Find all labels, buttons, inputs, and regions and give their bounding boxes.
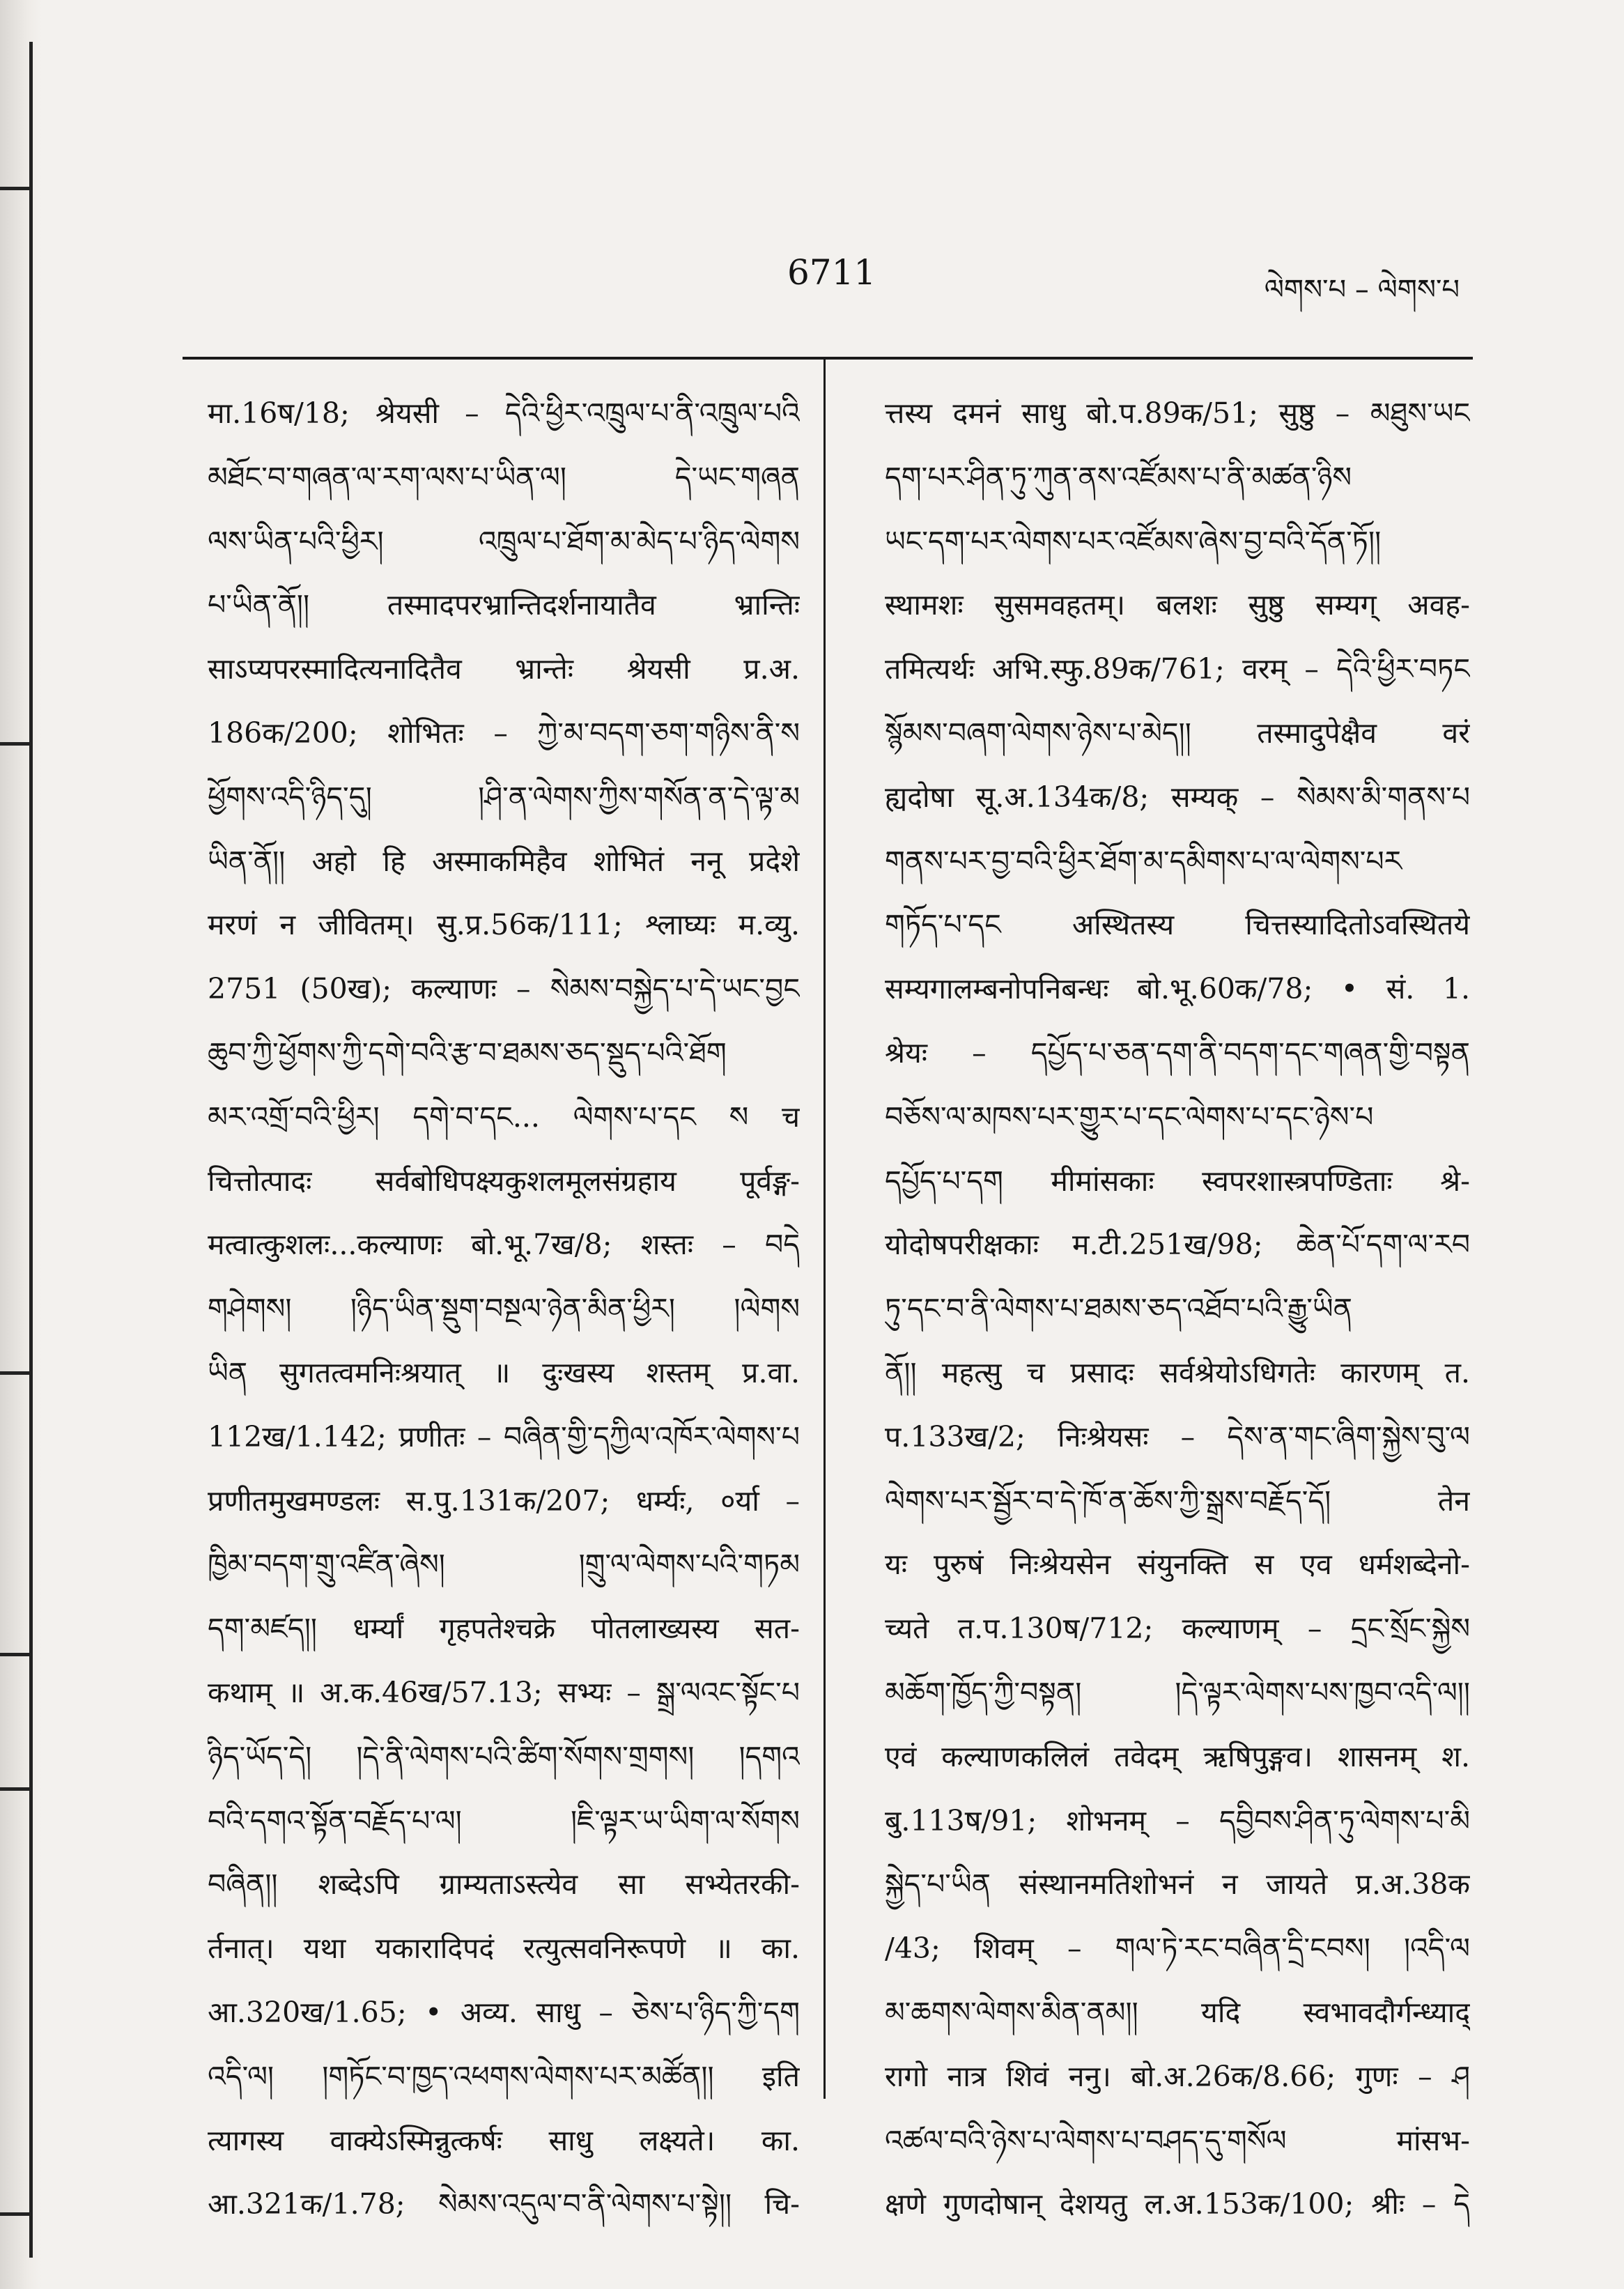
text-line: མར་འགྲོ་བའི་ཕྱིར། དགེ་བ་དང... ལེགས་པ་དང ས च bbox=[208, 1100, 800, 1134]
text-line: तमित्यर्थः अभि.स्फु.89क/761; वरम् – དེའི་ཕྱིར་བཏང bbox=[885, 652, 1470, 686]
text-line: བའི་དགའ་སྟོན་བརྗོད་པ་ལ། །ཇི་ལྟར་ཡ་ཡིག་ལ་སོགས bbox=[208, 1803, 800, 1837]
text-line: रागो नात्र शिवं ननु। बो.अ.26क/8.66; गुणः – ཤ bbox=[885, 2059, 1470, 2093]
edge-tick bbox=[0, 2212, 32, 2216]
text-line: དག་མཛད།། धर्म्यां गृहपतेश्चक्रे पोतलाख्यस्य सत- bbox=[208, 1612, 800, 1646]
text-line: प.133ख/2; निःश्रेयसः – དེས་ན་གང་ཞིག་སྐྱེས་བུ་ལ bbox=[885, 1419, 1470, 1454]
text-line: 186क/200; शोभितः – ཀྱེ་མ་བདག་ཅག་གཉིས་ནི་ས bbox=[208, 716, 800, 750]
text-line: ཕྱོགས་འདི་ཉིད་དུ། །ཤི་ན་ལེགས་ཀྱིས་གསོན་ན་དེ་ལྟ་མ bbox=[208, 780, 800, 814]
text-line: འཚལ་བའི་ཉེས་པ་ལེགས་པ་བཤད་དུ་གསོལ मांसभ- bbox=[885, 2123, 1470, 2157]
text-line: འདི་ལ། །གཏོང་བ་ཁྱད་འཕགས་ལེགས་པར་མཚོན།། इति bbox=[208, 2059, 800, 2093]
text-line: साऽप्यपरस्मादित्यनादितैव भ्रान्तेः श्रेयसी प्र.अ. bbox=[208, 652, 800, 686]
text-line: ཡང་དག་པར་ལེགས་པར་འཛོམས་ཞེས་བྱ་བའི་དོན་ཏོ།། bbox=[885, 524, 1382, 558]
text-line: र्तनात्। यथा यकारादिपदं रत्युत्सवनिरूपणे ॥ का. bbox=[208, 1932, 800, 1966]
text-line: 112ख/1.142; प्रणीतः – བཞིན་གྱི་དཀྱིལ་འཁོར་ལེགས་པ bbox=[208, 1419, 800, 1454]
edge-tick bbox=[0, 1787, 32, 1791]
text-line: मा.16ष/18; श्रेयसी – དེའི་ཕྱིར་འཁྲུལ་པ་ནི་འཁྲུལ་པའི bbox=[208, 396, 800, 430]
page-number: 6711 bbox=[787, 252, 876, 293]
text-line: ཁྱིམ་བདག་གྲུ་འཛིན་ཞེས། །གྲུ་ལ་ལེགས་པའི་གཏམ bbox=[208, 1548, 800, 1582]
text-line: एवं कल्याणकलिलं तवेदम् ऋषिपुङ्गव। शासनम् श. bbox=[885, 1739, 1470, 1773]
text-line: དཔྱོད་པ་དག मीमांसकाः स्वपरशास्त्रपण्डिताः श्रे- bbox=[885, 1164, 1470, 1198]
text-line: 2751 (50ख); कल्याणः – སེམས་བསྐྱེད་པ་དེ་ཡང་བྱང bbox=[208, 972, 800, 1006]
text-line: ལས་ཡིན་པའི་ཕྱིར། འཁྲུལ་པ་ཐོག་མ་མེད་པ་ཉིད་ལེགས bbox=[208, 524, 800, 558]
text-line: च्यते त.प.130ष/712; कल्याणम् – དྲང་སྲོང་སྐྱེས bbox=[885, 1612, 1470, 1646]
text-line: ह्यदोषा सू.अ.134क/8; सम्यक् – སེམས་མི་གནས་པ bbox=[885, 780, 1470, 814]
text-line: སྐྱེད་པ་ཡིན संस्थानमतिशोभनं न जायते प्र.अ.38क bbox=[885, 1867, 1470, 1902]
text-line: ཡིན सुगतत्वमनिःश्रयात् ॥ दुःखस्य शस्तम् प्र.वा. bbox=[208, 1355, 800, 1389]
text-line: आ.320ख/1.65; • अव्य. साधु – ཅེས་པ་ཉིད་ཀྱི་དག bbox=[208, 1995, 800, 2029]
text-line: सम्यगालम्बनोपनिबन्धः बो.भू.60क/78; • सं. 1. bbox=[885, 972, 1470, 1006]
text-line: སྙོམས་བཞག་ལེགས་ཉེས་པ་མེད།། तस्मादुपेक्षैव वरं bbox=[885, 716, 1470, 750]
text-line: योदोषपरीक्षकाः म.टी.251ख/98; ཆེན་པོ་དག་ལ་རབ bbox=[885, 1228, 1470, 1262]
text-line: स्थामशः सुसमवहतम्। बलशः सुष्ठु सम्यग् अवह- bbox=[885, 588, 1470, 622]
text-line: མཐོང་བ་གཞན་ལ་རག་ལས་པ་ཡིན་ལ། དེ་ཡང་གཞན bbox=[208, 460, 800, 494]
text-line: བཞིན།། शब्देऽपि ग्राम्यताऽस्त्येव सा सभ्येतरकी- bbox=[208, 1867, 800, 1902]
edge-tick bbox=[0, 1653, 32, 1656]
edge-tick bbox=[0, 742, 32, 746]
right-column bbox=[885, 382, 1470, 2237]
header-rule bbox=[183, 357, 1473, 360]
running-head: ལེགས་པ – ལེགས་པ bbox=[1264, 274, 1460, 306]
text-line: त्यागस्य वाक्येऽस्मिन्नुत्कर्षः साधु लक्ष्यते। का. bbox=[208, 2123, 800, 2157]
text-line: आ.321क/1.78; སེམས་འདུལ་བ་ནི་ལེགས་པ་སྟེ།། चि- bbox=[208, 2187, 800, 2221]
text-line: མ་ཆགས་ལེགས་མིན་ནམ།། यदि स्वभावदौर्गन्ध्याद् bbox=[885, 1995, 1470, 2029]
text-line: मरणं न जीवितम्। सु.प्र.56क/111; श्लाघ्यः म.व्यु. bbox=[208, 908, 800, 942]
text-line: གནས་པར་བྱ་བའི་ཕྱིར་ཐོག་མ་དམིགས་པ་ལ་ལེགས་པར bbox=[885, 844, 1402, 878]
text-line: त्तस्य दमनं साधु बो.प.89क/51; सुष्ठु – མཐུས་ཡང bbox=[885, 396, 1470, 430]
text-line: གཏོད་པ་དང अस्थितस्य चित्तस्यादितोऽवस्थितये bbox=[885, 908, 1470, 942]
edge-tick bbox=[0, 187, 32, 190]
column-divider bbox=[823, 357, 826, 2099]
binding-edge bbox=[0, 0, 42, 2289]
text-line: श्रेयः – དཔྱོད་པ་ཅན་དག་ནི་བདག་དང་གཞན་གྱི་བསྟན bbox=[885, 1035, 1470, 1070]
text-line: ཉིད་ཡོད་དེ། །དེ་ནི་ལེགས་པའི་ཚིག་སོགས་གྲགས། །དགའ bbox=[208, 1739, 800, 1773]
text-line: ལེགས་པར་སྦྱོར་བ་དེ་ཁོ་ན་ཆོས་ཀྱི་སྒྲས་བརྗོད་དོ། तेन bbox=[885, 1483, 1470, 1518]
text-line: ནོ།། महत्सु च प्रसादः सर्वश्रेयोऽधिगतेः कारणम् त. bbox=[885, 1355, 1470, 1389]
text-line: པ་ཡིན་ནོ།། तस्मादपरभ्रान्तिदर्शनायातैव भ्रान्तिः bbox=[208, 588, 800, 622]
left-column bbox=[208, 382, 800, 2237]
text-line: मत्वात्कुशलः...कल्याणः बो.भू.7ख/8; शस्तः – བདེ bbox=[208, 1228, 800, 1262]
text-line: བཅོས་ལ་མཁས་པར་གྱུར་པ་དང་ལེགས་པ་དང་ཉེས་པ bbox=[885, 1100, 1374, 1134]
text-line: ཡིན་ནོ།། अहो हि अस्माकमिहैव शोभितं ननू प्रदेशे bbox=[208, 844, 800, 878]
text-line: क्षणे गुणदोषान् देशयतु ल.अ.153क/100; श्रीः – དེ bbox=[885, 2187, 1470, 2221]
text-line: མཆོག་ཁྱོད་ཀྱི་བསྟན། །དེ་ལྟར་ལེགས་པས་ཁྱབ་འདི་ལ།། bbox=[885, 1675, 1470, 1709]
binding-edge-line bbox=[29, 42, 33, 2258]
text-line: ཆུབ་ཀྱི་ཕྱོགས་ཀྱི་དགེ་བའི་རྩ་བ་ཐམས་ཅད་སྡུད་པའི་ཐོག bbox=[208, 1035, 727, 1070]
edge-tick bbox=[0, 1371, 32, 1375]
text-line: གཤེགས། །ཉིད་ཡིན་སྡུག་བསྔལ་ཉེན་མིན་ཕྱིར། །ལེགས bbox=[208, 1292, 800, 1326]
text-line: यः पुरुषं निःश्रेयसेन संयुनक्ति स एव धर्मशब्देनो- bbox=[885, 1548, 1470, 1582]
text-line: དག་པར་ཤིན་ཏུ་ཀུན་ནས་འཛོམས་པ་ནི་མཚན་ཉིས bbox=[885, 460, 1352, 494]
text-line: कथाम् ॥ अ.क.46ख/57.13; सभ्यः – སྒྲ་ལའང་སྟོང་པ bbox=[208, 1675, 800, 1709]
text-line: प्रणीतमुखमण्डलः स.पु.131क/207; धर्म्यः, ०र्या – bbox=[208, 1483, 800, 1518]
text-line: बु.113ष/91; शोभनम् – དབྱིབས་ཤིན་ཏུ་ལེགས་པ་མི bbox=[885, 1803, 1470, 1837]
text-line: ཏུ་དང་བ་ནི་ལེགས་པ་ཐམས་ཅད་འཐོབ་པའི་རྒྱུ་ཡིན bbox=[885, 1292, 1353, 1326]
text-line: /43; शिवम् – གལ་ཏེ་རང་བཞིན་དྲི་ངབས། །འདི་ལ bbox=[885, 1932, 1470, 1966]
text-line: चित्तोत्पादः सर्वबोधिपक्ष्यकुशलमूलसंग्रहाय पूर्वङ्ग- bbox=[208, 1164, 800, 1198]
